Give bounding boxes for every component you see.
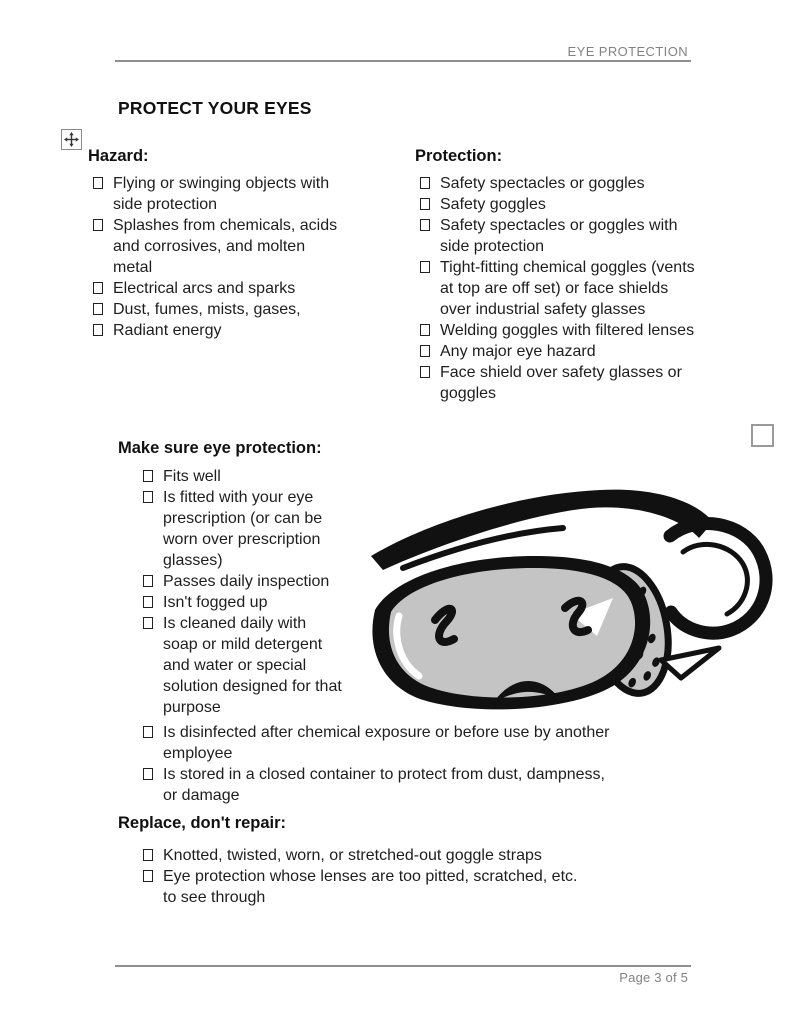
protection-item: [420, 257, 702, 320]
hazard-item: [93, 299, 348, 320]
footer-rule: [115, 965, 691, 967]
checkbox-bullet-icon: [143, 726, 153, 738]
make-sure-item-text: Is fitted with your eye prescription (or can be worn over prescription glasses): [163, 489, 323, 569]
make-sure-item-text: Fits well: [163, 468, 221, 485]
checkbox-bullet-icon: [420, 345, 430, 357]
make-sure-item: [143, 592, 343, 613]
replace-list: [143, 845, 678, 908]
make-sure-item: [143, 722, 623, 764]
replace-item: [143, 845, 578, 866]
hazard-item-text: Flying or swinging objects with side protection: [113, 175, 330, 213]
checkbox-bullet-icon: [93, 177, 103, 189]
make-sure-item: [143, 466, 343, 487]
move-handle-icon[interactable]: [61, 129, 82, 150]
checkbox-bullet-icon: [93, 282, 103, 294]
hazard-item: [93, 215, 348, 278]
make-sure-item-text: Is cleaned daily with soap or mild detergent and water or special solution designed for that purpose: [163, 615, 342, 716]
checkbox-bullet-icon: [420, 198, 430, 210]
checkbox-bullet-icon: [143, 768, 153, 780]
make-sure-item: [143, 764, 623, 806]
hazard-item: [93, 320, 348, 341]
safety-goggles-drawing: [365, 478, 775, 722]
hazard-item: [93, 173, 348, 215]
footer-page-number: Page 3 of 5: [619, 970, 688, 985]
checkbox-bullet-icon: [143, 849, 153, 861]
protection-item-text: Welding goggles with filtered lenses: [440, 322, 695, 339]
safety-goggles-clipart: [365, 478, 775, 722]
make-sure-item-text: Passes daily inspection: [163, 573, 330, 590]
make-sure-item-text: Is stored in a closed container to protect from dust, dampness, or damage: [163, 766, 605, 804]
replace-section: [118, 813, 678, 908]
checkbox-bullet-icon: [143, 491, 153, 503]
checkbox-bullet-icon: [93, 219, 103, 231]
empty-checkbox[interactable]: [751, 424, 774, 447]
hazard-heading: Hazard:: [88, 147, 149, 165]
make-sure-item: [143, 571, 343, 592]
protection-item: [420, 320, 702, 341]
hazard-item: [93, 278, 348, 299]
make-sure-item-text: Is disinfected after chemical exposure or before use by another employee: [163, 724, 610, 762]
hazard-item-text: Electrical arcs and sparks: [113, 280, 296, 297]
header-label: EYE PROTECTION: [567, 44, 688, 59]
checkbox-bullet-icon: [143, 617, 153, 629]
protection-item: [420, 173, 702, 194]
hazard-item-text: Splashes from chemicals, acids and corrosives, and molten metal: [113, 217, 338, 276]
checkbox-bullet-icon: [420, 261, 430, 273]
protection-item-text: Tight-fitting chemical goggles (vents at top are off set) or face shields over industrial safety glasses: [440, 259, 695, 318]
checkbox-bullet-icon: [143, 470, 153, 482]
checkbox-bullet-icon: [420, 366, 430, 378]
protection-heading: Protection:: [415, 147, 503, 165]
move-arrows-glyph: [64, 132, 79, 147]
protection-item: [420, 194, 702, 215]
replace-item-text: Eye protection whose lenses are too pitted, scratched, etc. to see through: [163, 868, 578, 906]
protection-item: [420, 341, 702, 362]
make-sure-item: [143, 613, 343, 718]
header-rule: [115, 60, 691, 62]
protection-list: [415, 173, 725, 404]
make-sure-item-text: Isn't fogged up: [163, 594, 268, 611]
protection-item: [420, 215, 702, 257]
replace-item-text: Knotted, twisted, worn, or stretched-out goggle straps: [163, 847, 542, 864]
hazard-section: [88, 146, 378, 341]
page-title: PROTECT YOUR EYES: [118, 98, 312, 118]
protection-item-text: Face shield over safety glasses or goggles: [440, 364, 682, 402]
replace-heading: Replace, don't repair:: [118, 814, 287, 832]
protection-item-text: Any major eye hazard: [440, 343, 596, 360]
checkbox-bullet-icon: [420, 219, 430, 231]
protection-item-text: Safety goggles: [440, 196, 546, 213]
hazard-list: [88, 173, 378, 341]
replace-item: [143, 866, 578, 908]
checkbox-bullet-icon: [420, 324, 430, 336]
protection-item: [420, 362, 702, 404]
checkbox-bullet-icon: [93, 324, 103, 336]
protection-item-text: Safety spectacles or goggles: [440, 175, 645, 192]
hazard-item-text: Dust, fumes, mists, gases,: [113, 301, 301, 318]
checkbox-bullet-icon: [143, 575, 153, 587]
make-sure-item: [143, 487, 343, 571]
checkbox-bullet-icon: [420, 177, 430, 189]
checkbox-bullet-icon: [143, 596, 153, 608]
protection-section: [415, 146, 725, 404]
make-sure-heading: Make sure eye protection:: [118, 439, 322, 457]
checkbox-bullet-icon: [143, 870, 153, 882]
make-sure-list-wide: [143, 722, 678, 806]
hazard-item-text: Radiant energy: [113, 322, 222, 339]
protection-item-text: Safety spectacles or goggles with side protection: [440, 217, 678, 255]
checkbox-bullet-icon: [93, 303, 103, 315]
